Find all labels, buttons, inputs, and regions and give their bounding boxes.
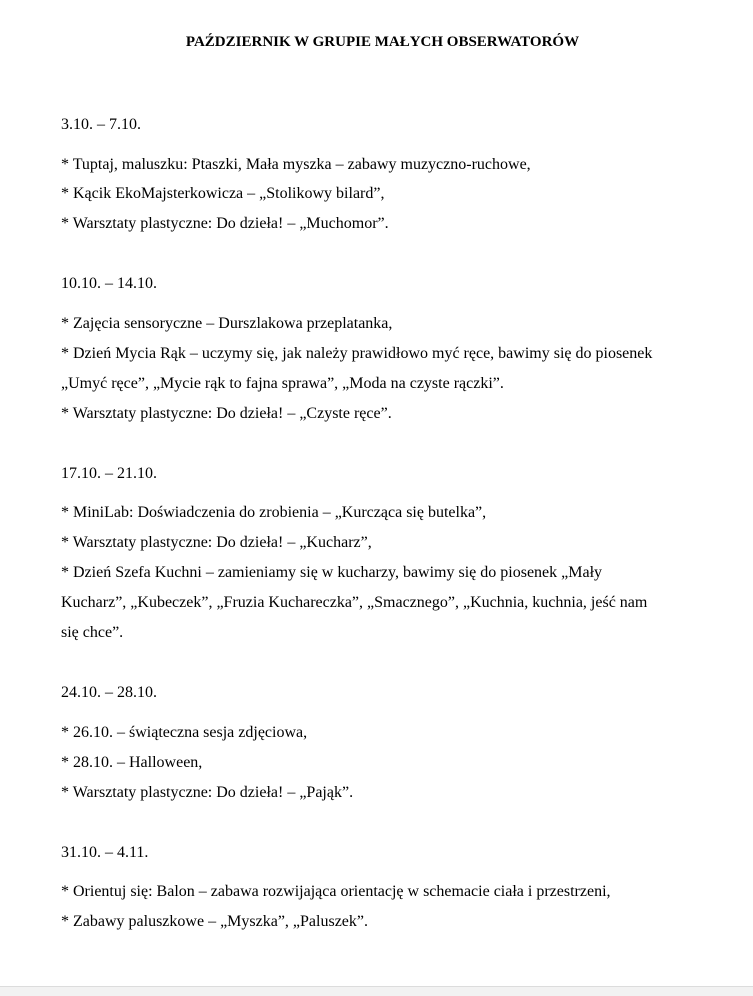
activity-line: „Umyć ręce”, „Mycie rąk to fajna sprawa”, „Moda na czyste rączki”. xyxy=(61,375,504,392)
activity-line: * Tuptaj, maluszku: Ptaszki, Mała myszka – zabawy muzyczno-ruchowe, xyxy=(61,156,531,173)
activity-line: * Dzień Szefa Kuchni – zamieniamy się w kucharzy, bawimy się do piosenek „Mały xyxy=(61,564,603,581)
activity-line: * 28.10. – Halloween, xyxy=(61,754,203,771)
activity-line: * Warsztaty plastyczne: Do dzieła! – „Kucharz”, xyxy=(61,534,372,551)
activity-line: Kucharz”, „Kubeczek”, „Fruzia Kuchareczka”, „Smacznego”, „Kuchnia, kuchnia, jeść nam xyxy=(61,594,648,611)
activity-line: się chce”. xyxy=(61,624,124,641)
activity-line: * Warsztaty plastyczne: Do dzieła! – „Muchomor”. xyxy=(61,215,389,232)
activity-line: * Warsztaty plastyczne: Do dzieła! – „Pająk”. xyxy=(61,784,354,801)
activity-line: * Dzień Mycia Rąk – uczymy się, jak należy prawidłowo myć ręce, bawimy się do piosenek xyxy=(61,345,653,362)
activity-line: * MiniLab: Doświadczenia do zrobienia – „Kurcząca się butelka”, xyxy=(61,504,487,521)
week-date: 31.10. – 4.11. xyxy=(61,844,149,861)
activity-line: * 26.10. – świąteczna sesja zdjęciowa, xyxy=(61,724,308,741)
activity-line: * Zabawy paluszkowe – „Myszka”, „Paluszek”. xyxy=(61,913,368,930)
week-date: 3.10. – 7.10. xyxy=(61,116,141,133)
page-title: PAŹDZIERNIK W GRUPIE MAŁYCH OBSERWATORÓW xyxy=(185,34,580,50)
activity-line: * Orientuj się: Balon – zabawa rozwijająca orientację w schemacie ciała i przestrzeni, xyxy=(61,883,611,900)
activity-line: * Warsztaty plastyczne: Do dzieła! – „Czyste ręce”. xyxy=(61,405,392,422)
activity-line: * Zajęcia sensoryczne – Durszlakowa przeplatanka, xyxy=(61,315,393,332)
week-date: 24.10. – 28.10. xyxy=(61,684,157,701)
week-date: 10.10. – 14.10. xyxy=(61,275,157,292)
activity-line: * Kącik EkoMajsterkowicza – „Stolikowy bilard”, xyxy=(61,185,385,202)
horizontal-scrollbar[interactable] xyxy=(0,986,753,996)
week-date: 17.10. – 21.10. xyxy=(61,465,157,482)
